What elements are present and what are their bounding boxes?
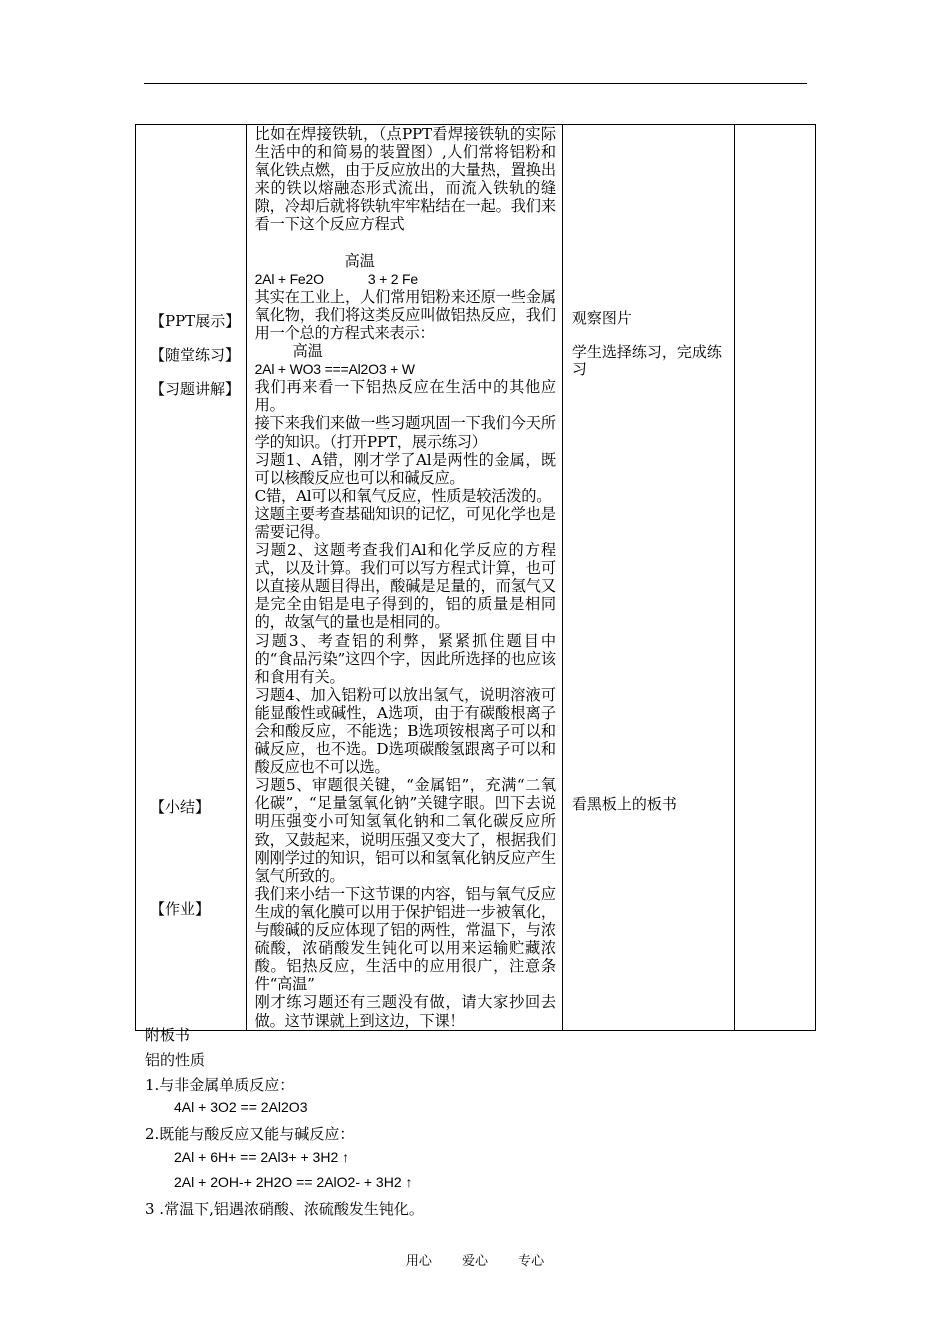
board-item-1: 1.与非金属单质反应： [145, 1076, 295, 1094]
board-item-3: 3 .常温下,铝遇浓硝酸、浓硫酸发生钝化。 [145, 1200, 424, 1218]
paragraph-exercise-5: 习题5、审题很关键，“金属铝”，充满“二氧化碳”，“足量氢氧化钠”关键字眼。凹下去说明压强变小可知氢氧化钠和二氧化碳反应所致，又鼓起来，说明压强又变大了，根据我们刚刚学过的知识，铝可以和氢氧化钠反应产生氢气所致的。 [254, 776, 556, 885]
label-summary: 【小结】 [150, 798, 211, 816]
label-ppt: 【PPT展示】 [150, 312, 241, 330]
board-item-2: 2.既能与酸反应又能与碱反应： [145, 1125, 355, 1143]
footer-word-2: 爱心 [461, 1254, 488, 1269]
student-observe: 观察图片 [571, 309, 632, 327]
paragraph-exercise-2: 习题2、这题考查我们Al和化学反应的方程式，以及计算。我们可以写方程式计算，也可以直接从题目得出，酸碱是足量的，而氢气又是完全由铝是电子得到的，铝的质量是相同的，故氢气的量也是相同的。 [254, 541, 556, 632]
equation-thermite-fe [255, 270, 556, 288]
page-footer [0, 1250, 950, 1269]
label-practice: 【随堂练习】 [150, 346, 241, 364]
equation-condition-1: 高温 [344, 251, 375, 270]
board-equation-3: 2Al + 2OH-+ 2H2O == 2AlO2- + 3H2 ↑ [174, 1174, 413, 1190]
student-board: 看黑板上的板书 [571, 795, 677, 813]
equation-thermite-w: 2Al + WO3 ===Al2O3 + W [254, 361, 415, 378]
paragraph-industry: 其实在工业上，人们常用铝粉来还原一些金属氧化物，我们将这类反应叫做铝热反应，我们用一个总的方程式来表示： [254, 287, 556, 342]
footer-word-3: 专心 [518, 1254, 545, 1269]
paragraph-homework: 刚才练习题还有三题没有做，请大家抄回去做。这节课就上到这边，下课！ [254, 993, 556, 1030]
paragraph-summary: 我们来小结一下这节课的内容，铝与氧气反应生成的氧化膜可以用于保护铝进一步被氧化，与酸碱的反应体现了铝的两性，常温下，与浓硫酸，浓硝酸发生钝化可以用来运输贮藏浓酸。铝热反应，生活中的应用很广，注意条件“高温” [254, 884, 556, 994]
paragraph-exercise-1: 习题1、A错，刚才学了Al是两性的金属，既可以核酸反应也可以和碱反应。 [254, 450, 556, 487]
paragraph-exercise-1-note: 这题主要考查基础知识的记忆，可见化学也是需要记得。 [254, 504, 556, 541]
footer-word-1: 用心 [405, 1254, 432, 1269]
stage-column [136, 125, 247, 1031]
student-exercise: 学生选择练习，完成练习 [571, 343, 722, 378]
label-explain: 【习题讲解】 [150, 380, 241, 398]
board-equation-2: 2Al + 6H+ == 2Al3+ + 3H2 ↑ [174, 1149, 350, 1165]
board-title: 铝的性质 [145, 1051, 206, 1069]
teacher-activity-column [246, 125, 562, 1031]
paragraph-exercise-4: 习题4、加入铝粉可以放出氢气，说明溶液可能显酸性或碱性，A选项，由于有碳酸根离子会和酸反应，不能选；B选项铵根离子可以和碱反应，也不选。D选项碳酸氢跟离子可以和酸反应也不可以选。 [254, 685, 556, 777]
student-activity-column [562, 125, 734, 1031]
paragraph-applications: 我们再来看一下铝热反应在生活中的其他应用。 [254, 378, 556, 415]
notes-column [735, 125, 816, 1031]
equation-1-right: 3 + 2 Fe [367, 270, 418, 287]
lesson-table [135, 124, 816, 1031]
equation-1-left: 2Al + Fe2O [254, 270, 324, 287]
paragraph-exercise-1c: C错，Al可以和氧气反应，性质是较活泼的。 [254, 486, 552, 505]
paragraph-exercise-3: 习题3、考查铝的利弊，紧紧抓住题目中的“食品污染”这四个字，因此所选择的也应该和食用有关。 [254, 631, 556, 686]
paragraph-welding: 比如在焊接铁轨，（点PPT看焊接铁轨的实际生活中的和简易的装置图）,人们常将铝粉和氧化铁点燃，由于反应放出的大量热，置换出来的铁以熔融态形式流出，而流入铁轨的缝隙，冷却后就将铁轨牢牢粘结在一起。我们来看一下这个反应方程式 [254, 125, 556, 234]
paragraph-exercise-intro: 接下来我们来做一些习题巩固一下我们今天所学的知识。（打开PPT，展示练习） [254, 414, 556, 451]
label-homework: 【作业】 [150, 900, 211, 918]
board-equation-1: 4Al + 3O2 == 2Al2O3 [174, 1099, 308, 1115]
board-heading: 附板书 [145, 1026, 191, 1044]
equation-condition-2: 高温 [292, 342, 323, 361]
header-rule [144, 83, 807, 84]
